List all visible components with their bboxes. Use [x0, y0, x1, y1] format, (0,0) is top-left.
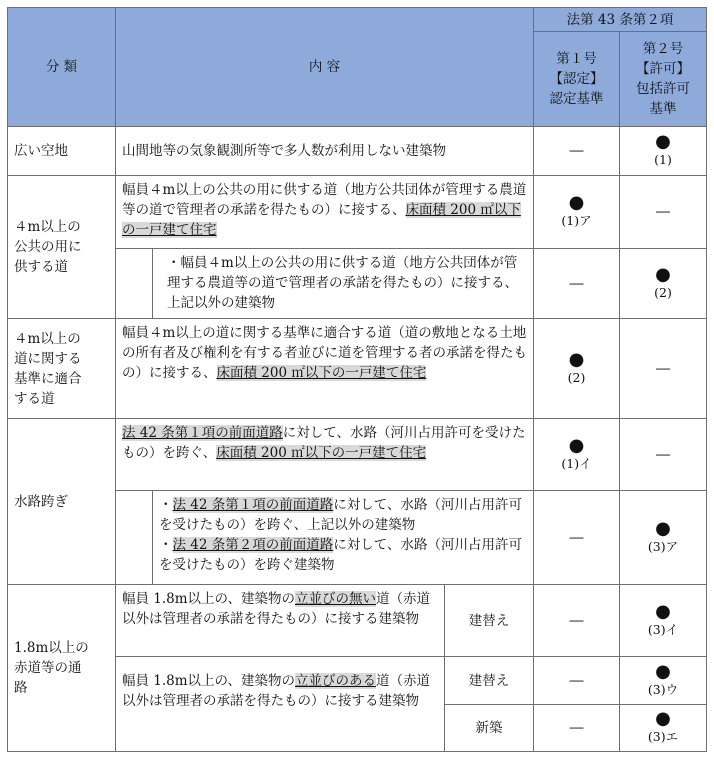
- row4-category-text: 水路跨ぎ: [14, 493, 68, 510]
- row2b-text: ・幅員４m以上の公共の用に供する道（地方公共団体が管理する農道等の道で管理者の承諾を得たもの）に接する、上記以外の建築物: [167, 255, 518, 311]
- row5a-text-pre: 幅員 1.8m以上の、建築物の: [122, 591, 296, 607]
- dash-mark: ―: [569, 672, 584, 689]
- header-article-label: 法第 43 条第２項: [566, 11, 674, 28]
- row3-category-line3: 基準に適合: [14, 370, 82, 387]
- row5a-text-post: 道（赤道以外は管理者の承諾を得たもの）に接する建築物: [122, 591, 431, 627]
- row5b-text-pre: 幅員 1.8m以上の、建築物の: [122, 673, 296, 689]
- row2-category-line1: ４m以上の: [14, 219, 81, 235]
- row5b2-col2-ref: (3)エ: [647, 729, 679, 744]
- row4a-col1-ref: (1)イ: [561, 455, 592, 471]
- row5b2-type-label: 新築: [475, 720, 503, 736]
- header-category-label: 分 類: [45, 59, 78, 75]
- bullet-mark-icon: ●: [568, 192, 585, 213]
- row2b-col2: [619, 248, 707, 319]
- dash-mark: ―: [569, 720, 584, 736]
- row4b-item2-prefix: ・: [159, 537, 173, 553]
- header-col1-line2: 【認定】: [549, 71, 604, 87]
- row4a-highlight1: 法 42 条第１項の前面道路: [122, 425, 283, 441]
- row4b-content: [152, 490, 534, 585]
- row4-category: [7, 418, 116, 585]
- row1-col2: [619, 126, 707, 176]
- row2a-highlight: 床面積 200 ㎡以下の一戸建て住宅: [122, 202, 521, 238]
- bullet-mark-icon: ●: [655, 517, 671, 539]
- row3-col1: [533, 318, 620, 419]
- row5b-content: [115, 656, 445, 752]
- row2b-content: [152, 248, 534, 319]
- row5b1-col2: [619, 656, 707, 705]
- header-col2-line3: 包括許可: [636, 81, 690, 97]
- row4a-col2: [619, 418, 707, 491]
- dash-mark: ―: [656, 204, 670, 220]
- row3-category-line4: する道: [14, 390, 55, 407]
- row5b2-col2: [619, 704, 707, 752]
- bullet-mark-icon: ●: [568, 434, 585, 456]
- dash-mark: ―: [569, 612, 584, 629]
- row5b2-col1: [533, 704, 620, 752]
- row5a-highlight: 立並びの無い: [295, 591, 377, 607]
- row5-category: [7, 584, 116, 752]
- row2a-content: [115, 175, 534, 249]
- row3-category: [7, 318, 116, 419]
- header-content: [115, 7, 534, 127]
- row4b-col2: [619, 490, 707, 585]
- bullet-mark-icon: ●: [655, 131, 671, 152]
- row1-category-text: 広い空地: [14, 143, 68, 159]
- row4a-text: に対して、水路（河川占用許可を受けたもの）を跨ぐ、: [122, 425, 526, 461]
- row2a-col1-ref: (1)ア: [561, 213, 592, 228]
- row3-category-line2: 道に関する: [14, 350, 82, 367]
- row3-col2: [619, 318, 707, 419]
- row5a-col1: [533, 584, 620, 657]
- row3-col1-ref: (2): [567, 369, 586, 385]
- row2-category-line2: 公共の用に: [14, 239, 82, 255]
- dash-mark: ―: [569, 275, 584, 292]
- header-col1: [533, 31, 620, 127]
- row1-content-text: 山間地等の気象観測所等で多人数が利用しない建築物: [122, 143, 446, 159]
- row4b-item2-highlight: 法 42 条第２項の前面道路: [172, 537, 334, 553]
- row5b-text-post: 道（赤道以外は管理者の承諾を得たもの）に接する建築物: [122, 673, 431, 709]
- row3-text: 幅員４m以上の道に関する基準に適合する道（道の敷地となる土地の所有者及び権利を有する者並びに道を管理する者の承諾を得たもの）に接する、: [122, 325, 527, 381]
- row5b1-type-label: 建替え: [468, 672, 510, 689]
- row5b1-type: [444, 656, 534, 705]
- header-article: [533, 7, 707, 32]
- row5b1-col2-ref: (3)ウ: [647, 681, 679, 697]
- row2-category-line3: 供する道: [14, 259, 68, 275]
- header-col1-line1: 第１号: [556, 51, 597, 67]
- dash-mark: ―: [569, 529, 584, 546]
- row4b-item2-text: に対して、水路（河川占用許可を受けたもの）を跨ぐ建築物: [159, 537, 522, 573]
- dash-mark: ―: [656, 446, 670, 463]
- row2a-col1: [533, 175, 620, 249]
- bullet-mark-icon: ●: [655, 263, 671, 285]
- row2b-col2-ref: (2): [654, 284, 672, 300]
- header-category: [7, 7, 116, 127]
- row1-col1: [533, 126, 620, 176]
- row4b-item1-text: に対して、水路（河川占用許可を受けたもの）を跨ぐ、上記以外の建築物: [159, 497, 522, 533]
- header-col2: [619, 31, 707, 127]
- row4b-col1: [533, 490, 620, 585]
- bullet-mark-icon: ●: [655, 660, 671, 682]
- row5a-col2: [619, 584, 707, 657]
- row5b1-col1: [533, 656, 620, 705]
- row4a-highlight2: 床面積 200 ㎡以下の一戸建て住宅: [216, 445, 427, 461]
- row5b2-type: [444, 704, 534, 752]
- row4b-item1-prefix: ・: [159, 497, 173, 513]
- row5-category-line2: 赤道等の通: [14, 660, 82, 676]
- row2b-col1: [533, 248, 620, 319]
- row2a-col2: [619, 175, 707, 249]
- row4b-item2: [159, 535, 527, 575]
- row3-category-line1: ４m以上の: [14, 330, 81, 347]
- dash-mark: ―: [656, 360, 670, 377]
- bullet-mark-icon: ●: [655, 600, 671, 622]
- row1-content: [115, 126, 534, 176]
- header-col2-line2: 【許可】: [636, 61, 690, 77]
- row4b-col2-ref: (3)ア: [647, 538, 679, 554]
- bullet-mark-icon: ●: [568, 348, 585, 370]
- bullet-mark-icon: ●: [655, 708, 671, 729]
- row5b-highlight: 立並びのある: [295, 673, 377, 689]
- row5a-content: [115, 584, 445, 657]
- row4a-col1: [533, 418, 620, 491]
- row4b-item1: [159, 495, 527, 535]
- row3-content: [115, 318, 534, 419]
- row3-highlight: 床面積 200 ㎡以下の一戸建て住宅: [216, 365, 427, 381]
- row1-category: [7, 126, 116, 176]
- row2a-text: 幅員４m以上の公共の用に供する道（地方公共団体が管理する農道等の道で管理者の承諾を得たもの）に接する、: [122, 182, 527, 218]
- regulation-table: [7, 7, 707, 752]
- row1-col2-ref: (1): [654, 152, 672, 167]
- header-col1-line3: 認定基準: [549, 91, 604, 107]
- row4a-content: [115, 418, 534, 491]
- row5a-type: [444, 584, 534, 657]
- dash-mark: ―: [569, 143, 584, 159]
- row5-category-line1: 1.8m以上の: [14, 640, 89, 656]
- header-col2-line4: 基準: [649, 101, 677, 117]
- row5a-type-label: 建替え: [468, 612, 510, 629]
- row5-category-line3: 路: [14, 680, 28, 696]
- row2-category: [7, 175, 116, 319]
- header-content-label: 内 容: [308, 59, 341, 75]
- header-col2-line1: 第２号: [642, 41, 684, 57]
- row4b-item1-highlight: 法 42 条第１項の前面道路: [172, 497, 334, 513]
- row5a-col2-ref: (3)イ: [647, 621, 679, 637]
